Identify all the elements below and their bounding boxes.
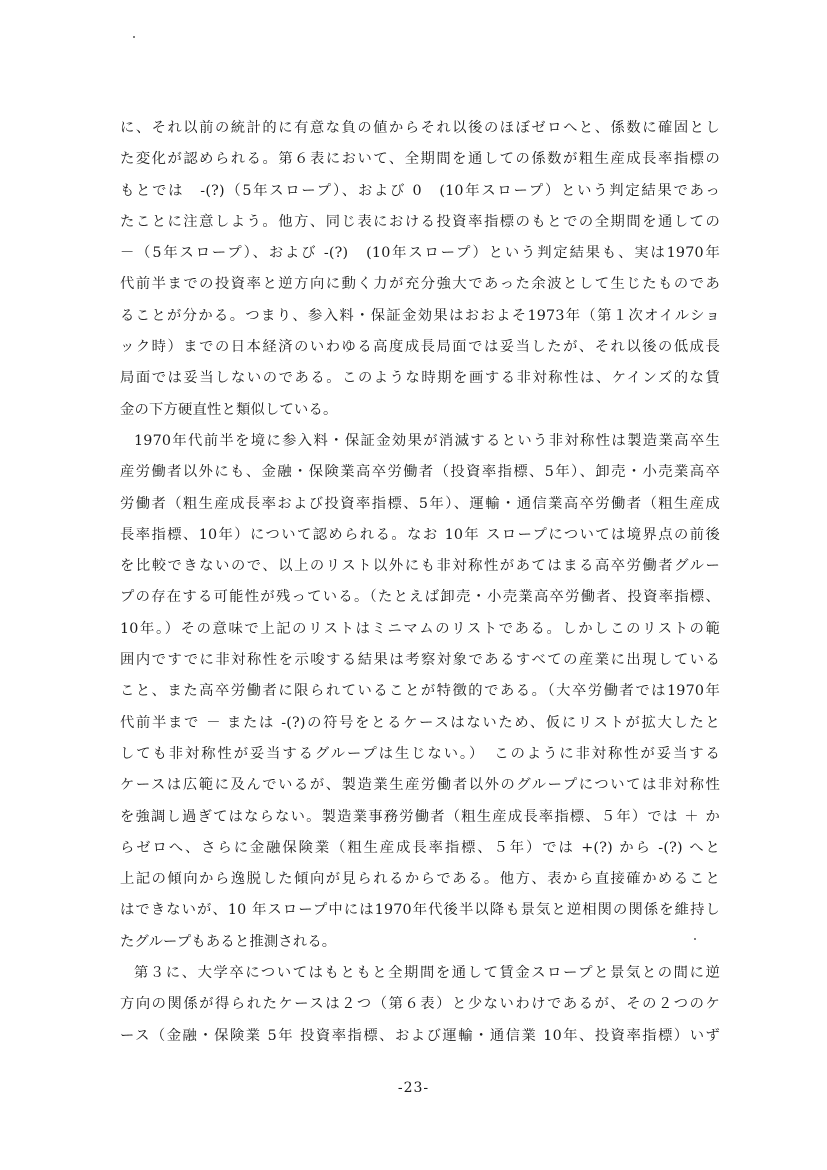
text-line: 労働者（粗生産成長率および投資率指標、5年）、運輸・通信業高卒労働者（粗生産成 bbox=[120, 495, 720, 512]
text-line: た変化が認められる。第６表において、全期間を通しての係数が粗生産成長率指標の bbox=[120, 151, 720, 168]
text-line: 10年。）その意味で上記のリストはミニマムのリストである。しかしこのリストの範 bbox=[120, 620, 720, 637]
scan-speck bbox=[694, 938, 696, 940]
text-line: ケースは広範に及んでいるが、製造業生産労働者以外のグループについては非対称性 bbox=[120, 777, 720, 794]
text-line: たことに注意しよう。他方、同じ表における投資率指標のもとでの全期間を通しての bbox=[120, 213, 720, 230]
text-line: らゼロへ、さらに金融保険業（粗生産成長率指標、５年）では +(?) から -(?) へと bbox=[120, 839, 720, 856]
text-line: たグループもあると推測される。 bbox=[120, 933, 337, 950]
text-line: 第３に、大学卒についてはもともと全期間を通して賃金スロープと景気との間に逆 bbox=[134, 965, 720, 982]
text-line: はできないが、10 年スロープ中には1970年代後半以降も景気と逆相関の関係を維持し bbox=[120, 902, 720, 919]
text-line: もとでは -(?)（5年スロープ）、および 0 (10年スロープ）という判定結果であっ bbox=[120, 182, 720, 199]
text-line: 局面では妥当しないのである。このような時期を画する非対称性は、ケインズ的な賃 bbox=[120, 370, 720, 387]
text-line: ック時）までの日本経済のいわゆる高度成長局面では妥当したが、それ以後の低成長 bbox=[120, 339, 720, 356]
text-line: プの存在する可能性が残っている。（たとえば卸売・小売業高卒労働者、投資率指標、 bbox=[120, 589, 720, 606]
text-line: 上記の傾向から逸脱した傾向が見られるからである。他方、表から直接確かめること bbox=[120, 871, 720, 888]
text-line: しても非対称性が妥当するグループは生じない。） このように非対称性が妥当する bbox=[120, 745, 720, 762]
text-line: こと、また高卒労働者に限られていることが特徴的である。（大卒労働者では1970年 bbox=[120, 683, 720, 700]
body-text bbox=[120, 113, 720, 1052]
text-line: ース（金融・保険業 5年 投資率指標、および運輸・通信業 10年、投資率指標）いず bbox=[120, 1027, 720, 1044]
text-line: 1970年代前半を境に参入料・保証金効果が消滅するという非対称性は製造業高卒生 bbox=[134, 432, 720, 449]
text-line: ることが分かる。つまり、参入料・保証金効果はおおよそ1973年（第１次オイルショ bbox=[120, 307, 720, 324]
page-number: -23- bbox=[397, 1080, 430, 1096]
text-line: 金の下方硬直性と類似している。 bbox=[120, 401, 338, 418]
text-line: を比較できないので、以上のリスト以外にも非対称性があてはまる高卒労働者グルー bbox=[120, 558, 720, 575]
text-line: 産労働者以外にも、金融・保険業高卒労働者（投資率指標、5年）、卸売・小売業高卒 bbox=[120, 464, 720, 481]
text-line: 方向の関係が得られたケースは２つ（第６表）と少ないわけであるが、その２つのケ bbox=[120, 996, 720, 1013]
scan-speck bbox=[133, 36, 135, 38]
text-line: 代前半までの投資率と逆方向に動く力が充分強大であった余波として生じたものであ bbox=[120, 276, 720, 293]
text-line: 長率指標、10年）について認められる。なお 10年 スロープについては境界点の前後 bbox=[120, 526, 720, 543]
text-line: を強調し過ぎてはならない。製造業事務労働者（粗生産成長率指標、５年）では ＋ か bbox=[120, 808, 720, 825]
text-line: に、それ以前の統計的に有意な負の値からそれ以後のほぼゼロへと、係数に確固とし bbox=[120, 120, 720, 136]
text-line: －（5年スロープ）、および -(?) (10年スロープ）という判定結果も、実は1970年 bbox=[120, 245, 720, 262]
text-line: 囲内ですでに非対称性を示唆する結果は考察対象であるすべての産業に出現している bbox=[120, 652, 720, 669]
text-line: 代前半まで － または -(?)の符号をとるケースはないため、仮にリストが拡大したと bbox=[120, 714, 720, 731]
